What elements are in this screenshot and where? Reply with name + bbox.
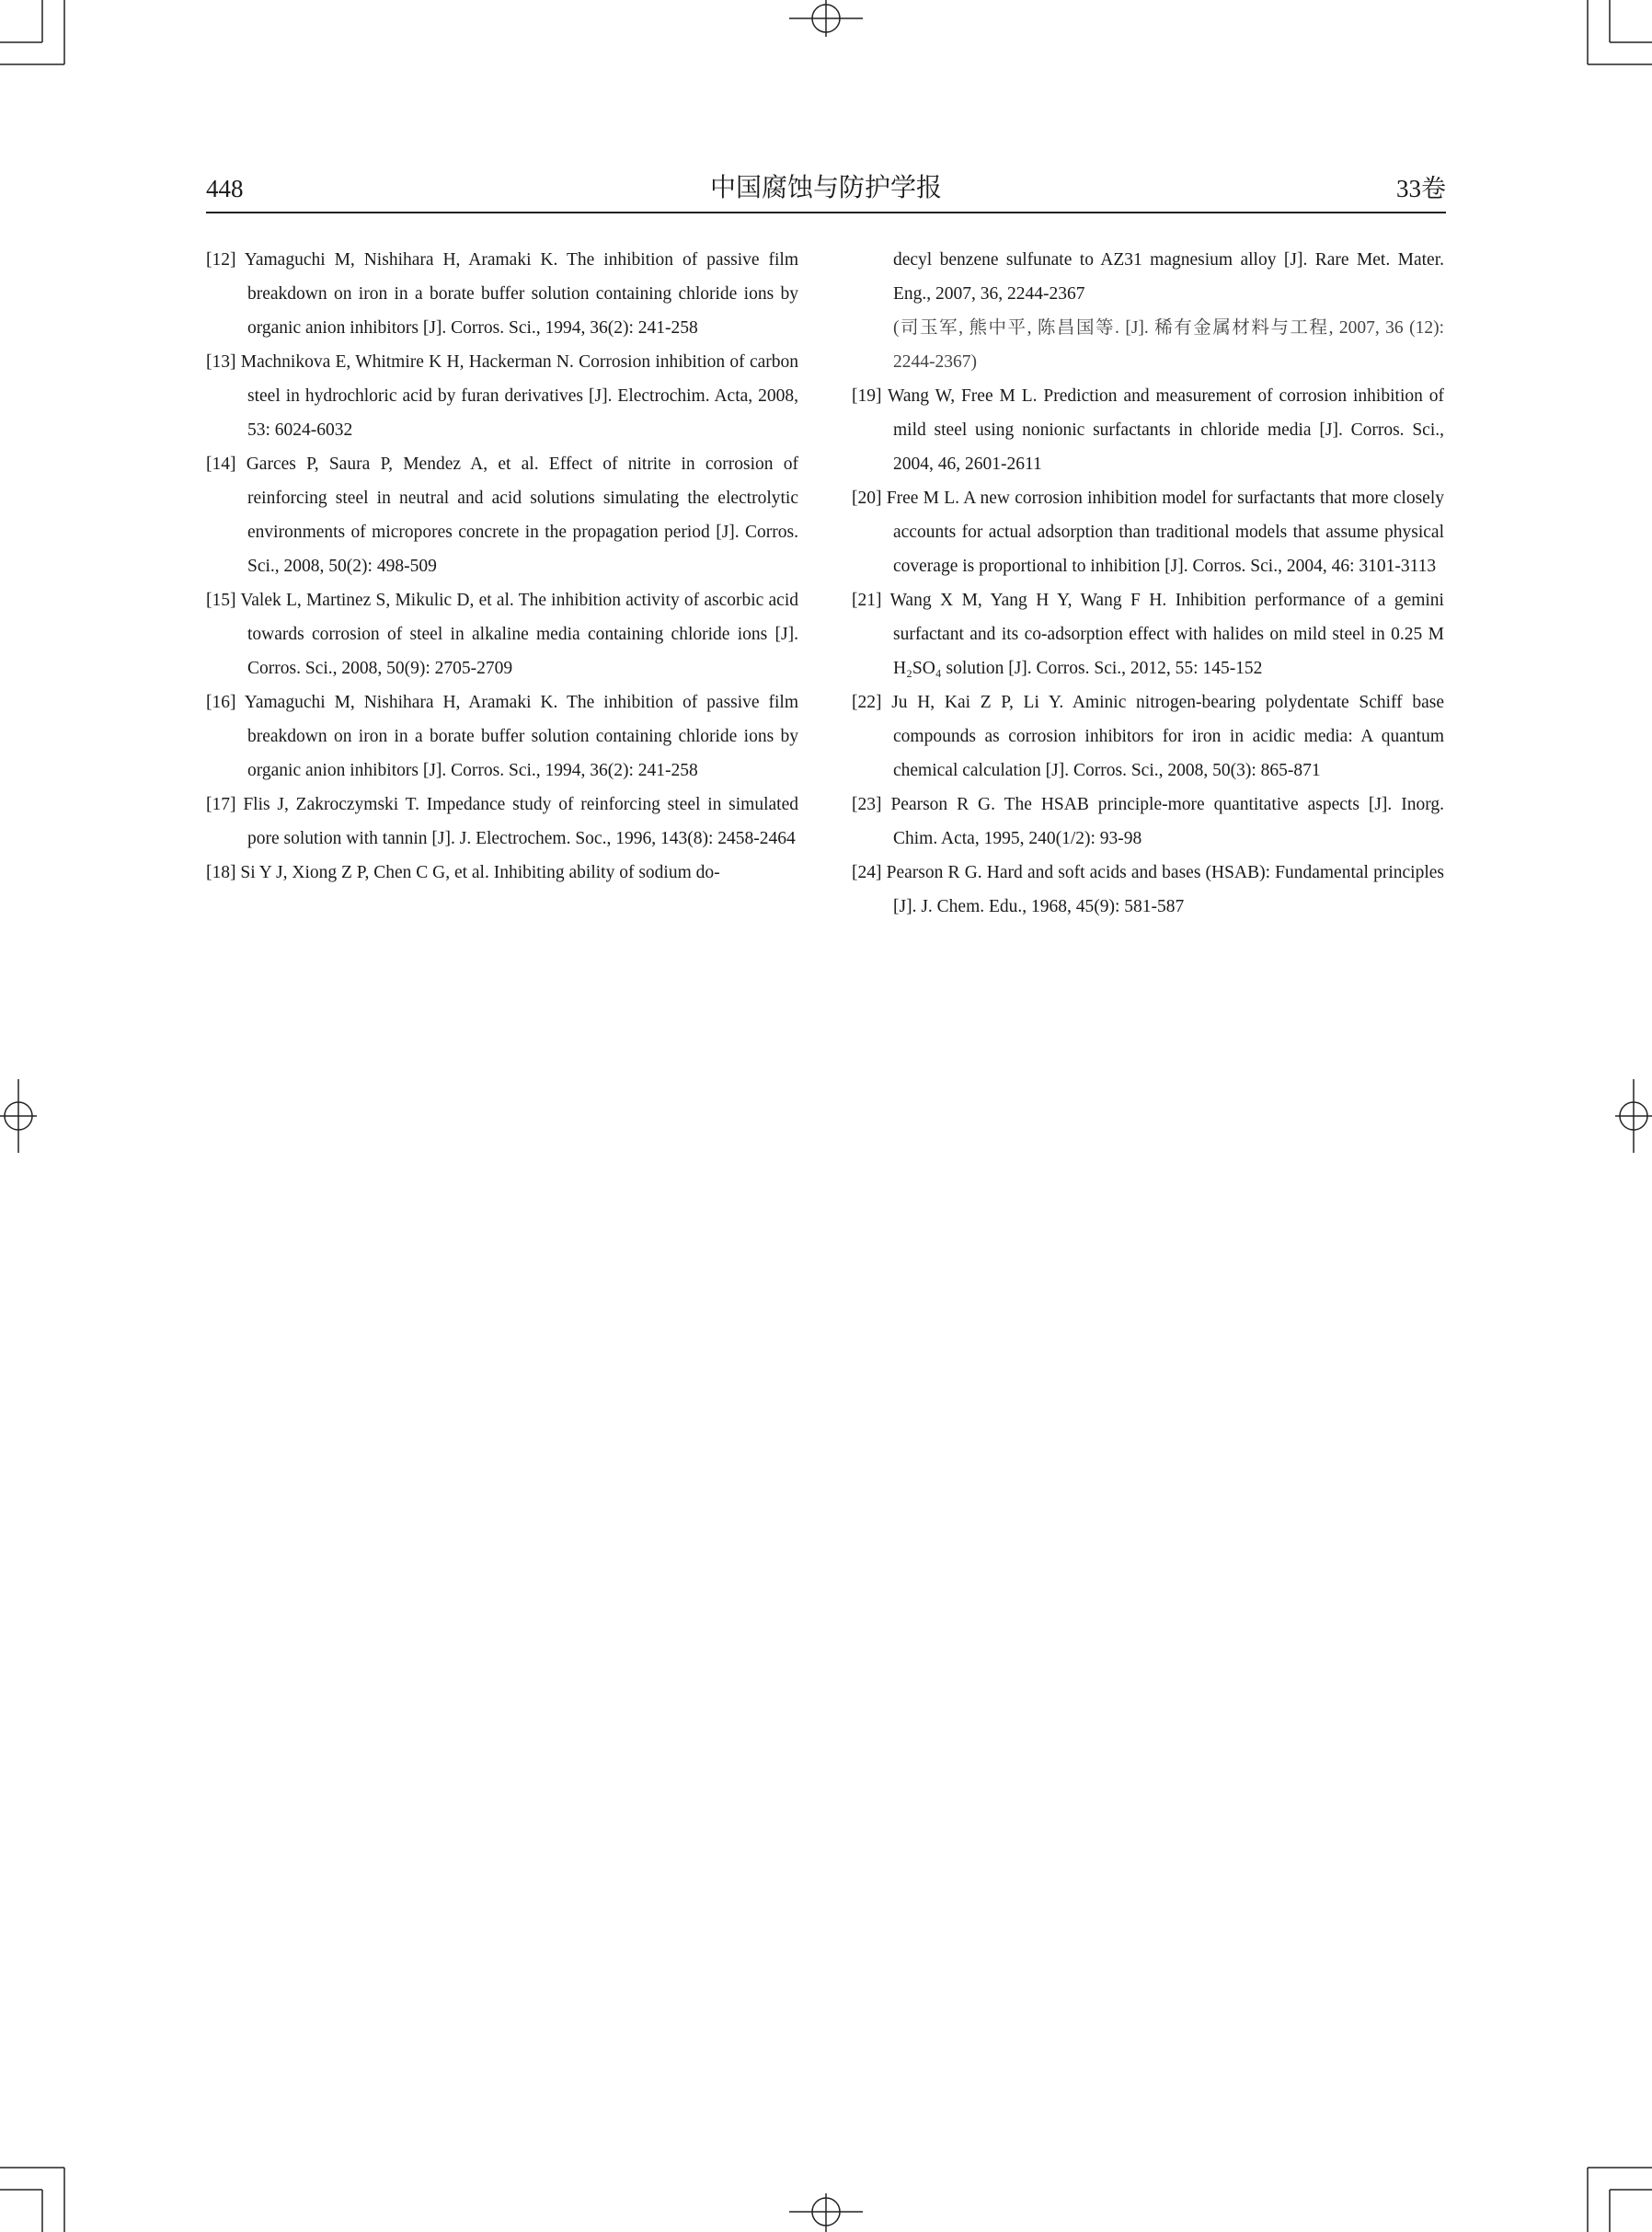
reference-text: Si Y J, Xiong Z P, Chen C G, et al. Inhibiting ability of sodium do- (240, 863, 720, 882)
reference-text: Free M L. A new corrosion inhibition model for surfactants that more closely accounts for actual adsorption than traditional models that assume physical coverage is proportional to inhibition [J]. Corros. Sci., 2004, 46: 3101-3113 (886, 489, 1445, 576)
journal-title: 中国腐蚀与防护学报 (709, 174, 942, 202)
reference-text: Pearson R G. Hard and soft acids and bases (HSAB): Fundamental principles [J]. J. Chem. Edu., 1968, 45(9): 581-587 (886, 863, 1444, 916)
volume-label: 33卷 (1396, 175, 1446, 202)
reference-text: Valek L, Martinez S, Mikulic D, et al. The inhibition activity of ascorbic acid towards corrosion of steel in alkaline media containing chloride ions [J]. Corros. Sci., 2008, 50(9): 2705-2709 (240, 591, 798, 678)
reference-text: Ju H, Kai Z P, Li Y. Aminic nitrogen-bearing polydentate Schiff base compounds as corrosion inhibitors for iron in acidic media: A quantum chemical calculation [J]. Corros. Sci., 2008, 50(3): 865-871 (891, 693, 1444, 780)
reference-label: [20] (852, 489, 882, 508)
reference-entry (852, 856, 1444, 924)
reference-label: [14] (206, 454, 236, 474)
reference-label: [16] (206, 693, 236, 712)
header-rule (206, 212, 1446, 213)
reference-entry (852, 685, 1444, 788)
reference-label: [21] (852, 591, 882, 610)
reference-text: Wang W, Free M L. Prediction and measurement of corrosion inhibition of mild steel using nonionic surfactants in chloride media [J]. Corros. Sci., 2004, 46, 2601-2611 (888, 386, 1444, 474)
reference-label: [22] (852, 693, 882, 712)
references-left-column (206, 243, 798, 890)
reference-text: Yamaguchi M, Nishihara H, Aramaki K. The inhibition of passive film breakdown on iron in a borate buffer solution containing chloride ions by organic anion inhibitors [J]. Corros. Sci., 1994, 36(2): 241-258 (244, 250, 798, 338)
reference-label: [19] (852, 386, 882, 406)
reference-label: [12] (206, 250, 236, 270)
reference-label: [24] (852, 863, 882, 882)
references-right-column (852, 243, 1444, 924)
reference-entry (852, 379, 1444, 481)
reference-entry (852, 583, 1444, 685)
reference-label: [13] (206, 352, 236, 372)
reference-entry (206, 685, 798, 788)
reference-entry (206, 243, 798, 345)
reference-entry (206, 345, 798, 447)
reference-text: Yamaguchi M, Nishihara H, Aramaki K. The inhibition of passive film breakdown on iron in a borate buffer solution containing chloride ions by organic anion inhibitors [J]. Corros. Sci., 1994, 36(2): 241-258 (244, 693, 798, 780)
reference-text: Wang X M, Yang H Y, Wang F H. Inhibition performance of a gemini surfactant and its co-adsorption effect with halides on mild steel in 0.25 M H₂SO₄ solution [J]. Corros. Sci., 2012, 55: 145-152 (889, 591, 1444, 678)
page-number: 448 (206, 175, 244, 202)
reference-text: Garces P, Saura P, Mendez A, et al. Effect of nitrite in corrosion of reinforcing steel in neutral and acid solutions simulating the electrolytic environments of micropores concrete in the propagation period [J]. Corros. Sci., 2008, 50(2): 498-509 (246, 454, 799, 576)
reference-entry (852, 481, 1444, 583)
reference-label: [18] (206, 863, 236, 882)
reference-continuation-chinese: (司玉军, 熊中平, 陈昌国等. [J]. 稀有金属材料与工程, 2007, 36 (12): 2244-2367) (893, 318, 1444, 372)
reference-entry (206, 856, 798, 890)
reference-text: Machnikova E, Whitmire K H, Hackerman N. Corrosion inhibition of carbon steel in hydrochloric acid by furan derivatives [J]. Electrochim. Acta, 2008, 53: 6024-6032 (240, 352, 798, 440)
reference-text: Pearson R G. The HSAB principle-more quantitative aspects [J]. Inorg. Chim. Acta, 1995, 240(1/2): 93-98 (890, 795, 1444, 848)
reference-label: [15] (206, 591, 236, 610)
reference-entry (206, 583, 798, 685)
reference-entry (206, 788, 798, 856)
reference-entry (852, 788, 1444, 856)
reference-continuation: decyl benzene sulfunate to AZ31 magnesium alloy [J]. Rare Met. Mater. Eng., 2007, 36, 2244-2367 (893, 250, 1444, 304)
reference-text: Flis J, Zakroczymski T. Impedance study of reinforcing steel in simulated pore solution with tannin [J]. J. Electrochem. Soc., 1996, 143(8): 2458-2464 (243, 795, 798, 848)
reference-entry (206, 447, 798, 583)
running-header (206, 167, 1446, 210)
reference-label: [23] (852, 795, 882, 814)
reference-label: [17] (206, 795, 236, 814)
